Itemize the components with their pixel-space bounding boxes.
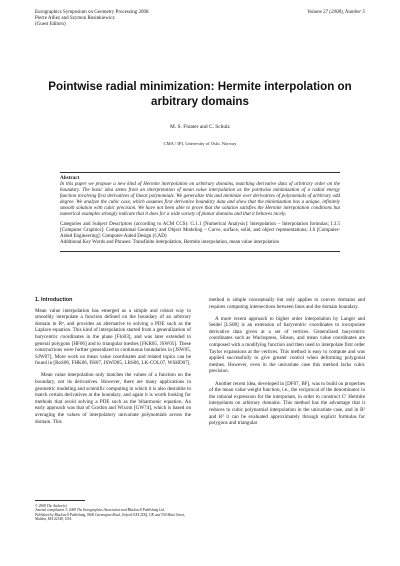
footnote-copyright: © 2008 The Author(s) xyxy=(35,504,67,508)
abstract-categories: Categories and Subject Descriptors (according to ACM CCS): G.1.1 [Numerical Analysis]: Interpolation – Interpolation formulas; I.3.5 [Computer Graphics]: Computational Geometry and Object Modeling – Curve, surface, solid, and object representations; J.6 [Computer-Aided Engineering]: Computer-Aided Design (CAD) xyxy=(60,222,340,239)
intro-paragraph-4: A more recent approach to higher order interpolation by Langer and Seidel [LS08] is an extension of barycentric coordinates to incorporate derivative data given at a set of vertices. Generalized barycentric coordinates such as Wachspress, Sibson, and mean value coordinates are composed with a modifying function and then used to interpolate first order Taylor expansions at the vertices. This method is easy to compute and was applied successfully to give greater control when deforming polygonal meshes. However, even in the univariate case this method lacks cubic precision. xyxy=(209,315,365,375)
header-volume: Volume 27 (2008), Number 5 xyxy=(307,10,365,15)
intro-paragraph-1: Mean value interpolation has emerged as a simple and robust way to smoothly interpolate a function defined on the boundary of an arbitrary domain in Rⁿ, and provides an alternative to solving a PDE such as the Laplace equation. This kind of interpolation started from a generalization of barycentric coordinates in the plane [Flo03], and was later extended to general polygons [HF06] and to triangular meshes [FKR05, JSW05]. These constructions were further generalized to continuous boundaries in [JSW05, SJW07]. More work on mean value coordinates and related topics can be found in [BoS06, FHK06, FH07, JSWD05, LBS06, LK-COL07, WSHD07]. xyxy=(35,307,191,367)
column-right xyxy=(209,297,365,432)
abstract-keywords: Additional Key Words and Phrases: Transfinite interpolation, Hermite interpolation, mean value interpolation xyxy=(60,240,280,245)
header-editors: Pierre Alliez and Szymon Rusinkiewicz xyxy=(35,16,115,22)
abstract-body: In this paper we propose a new kind of Hermite interpolation on arbitrary domains, matching derivative data of arbitrary order on the boundary. The basic idea stems from an interpretation of mean value interpolation as the pointwise minimization of a radial energy function involving first derivatives of linear polynomials. We generalize this and minimize over derivatives of polynomials of arbitrary odd degree. We analyze the cubic case, which assumes first derivative boundary data and show that the minimization has a unique, infinitely smooth solution with cubic precision. We have not been able to prove that the solution satisfies the Hermite interpolation conditions but numerical examples strongly indicate that it does for a wide variety of planar domains and that it behaves nicely. xyxy=(60,182,340,217)
paper-title: Pointwise radial minimization: Hermite interpolation on arbitrary domains xyxy=(48,80,352,108)
header-conference: Eurographics Symposium on Geometry Processing 2008 xyxy=(35,10,149,15)
intro-paragraph-3: method is simple conceptually but only applies to convex domains and requires computing intersections between lines and the domain boundary. xyxy=(209,297,365,310)
section-title-introduction: 1. Introduction xyxy=(35,297,73,303)
footnote-journal: Journal compilation © 2008 The Eurographics Association and Blackwell Publishing Ltd. xyxy=(35,508,165,513)
abstract-bottom-rule xyxy=(60,251,340,252)
intro-paragraph-5: Another recent idea, developed in [DF07, BF], was to build on properties of the mean value weight function, i.e., the reciprocal of the denominator in the rational expression for the interpolant, in order to construct C¹ Hermite interpolants on arbitrary domains. This method has the advantage that it reduces to cubic polynomial interpolation in the univariate case, and in R² and R³ it can be evaluated approximately through explicit formulas for polygons and triangular xyxy=(209,380,365,427)
footnote-rule xyxy=(35,500,85,501)
intro-paragraph-2: Mean value interpolation only matches the values of a function on the boundary, not its derivatives. However, there are many applications in geometric modeling and scientific computing in which it is also desirable to match certain derivatives at the boundary, and again it is worth looking for methods that avoid solving a PDE such as the biharmonic equation. An early approach was that of Gordon and Wixom [GW74], which is based on averaging the values of interpolatory univariate polynomials across the domain. This xyxy=(35,372,191,425)
paper-affiliation: CMA / IFI, University of Oslo, Norway xyxy=(163,141,237,146)
footnote xyxy=(35,500,191,522)
footnote-publisher: Published by Blackwell Publishing, 9600 Garsington Road, Oxford OX4 2DQ, UK and 350 Main Street, Malden, MA 02148, USA. xyxy=(35,512,186,522)
header-left xyxy=(35,10,148,29)
abstract-heading: Abstract xyxy=(60,175,80,181)
abstract-block xyxy=(60,175,340,246)
header-guest-editors: (Guest Editors) xyxy=(35,22,66,28)
paper-authors: M. S. Floater and C. Schulz xyxy=(170,124,230,130)
column-left xyxy=(35,297,191,431)
abstract-top-rule xyxy=(60,172,340,173)
